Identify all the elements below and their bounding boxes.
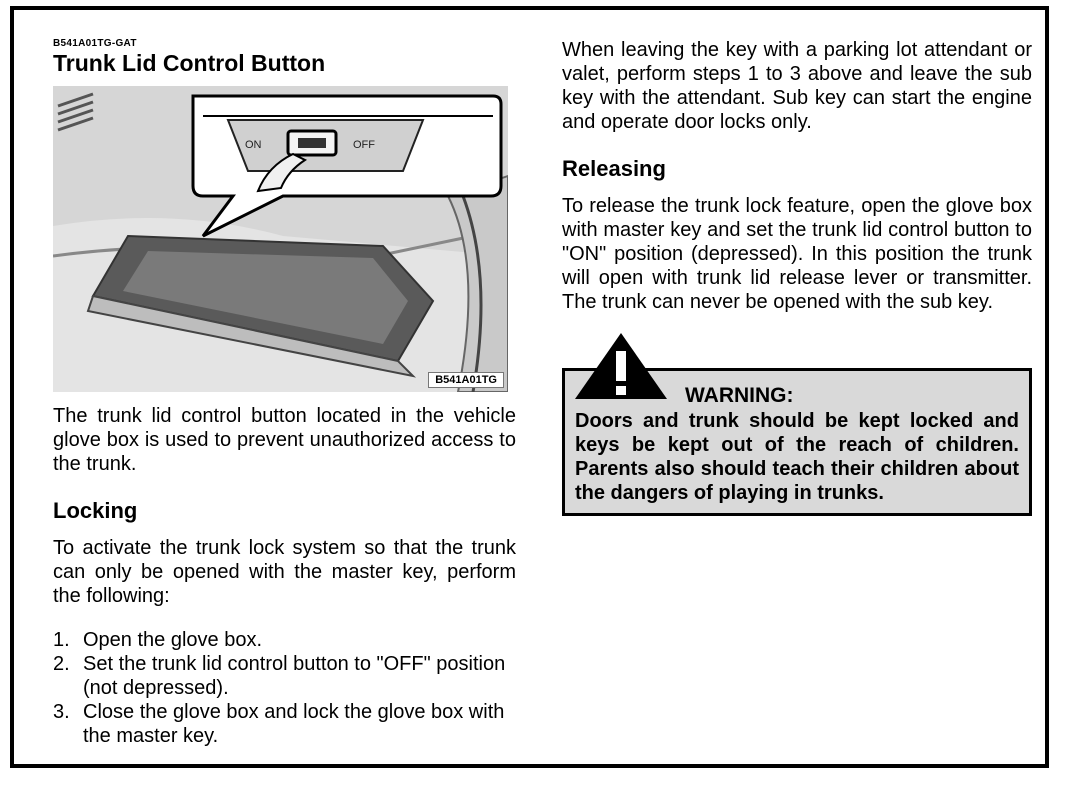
warning-title: WARNING: — [685, 384, 794, 407]
step-number: 1. — [53, 629, 70, 651]
glove-box-illustration — [53, 86, 508, 392]
list-item — [53, 700, 516, 748]
on-indicator-text: ON — [245, 139, 262, 151]
page-frame — [10, 6, 1049, 768]
locking-heading: Locking — [53, 498, 138, 523]
right-column — [562, 38, 1032, 516]
locking-steps-list — [53, 628, 516, 748]
figure-label: B541A01TG — [428, 372, 504, 388]
step-text: Close the glove box and lock the glove box with the master key. — [83, 701, 505, 747]
step-text: Set the trunk lid control button to "OFF" position (not depressed). — [83, 653, 506, 699]
releasing-heading: Releasing — [562, 156, 666, 181]
off-indicator-text: OFF — [353, 139, 375, 151]
step-number: 3. — [53, 701, 70, 723]
step-text: Open the glove box. — [83, 629, 263, 651]
page-title: Trunk Lid Control Button — [53, 50, 326, 76]
glove-box-drawing — [53, 86, 508, 392]
warning-text: Doors and trunk should be kept locked and keys be kept out of the reach of children. Parents also should teach their children about the dangers of playing in trunks. — [575, 410, 1019, 504]
valet-paragraph: When leaving the key with a parking lot attendant or valet, perform steps 1 to 3 above and leave the sub key with the attendant. Sub key can start the engine and operate door locks only. — [562, 39, 1032, 133]
section-code: B541A01TG-GAT — [53, 38, 137, 49]
intro-paragraph: The trunk lid control button located in the vehicle glove box is used to prevent unauthorized access to the trunk. — [53, 405, 516, 475]
list-item — [53, 652, 516, 700]
locking-paragraph: To activate the trunk lock system so that the trunk can only be opened with the master key, perform the following: — [53, 537, 516, 607]
step-number: 2. — [53, 653, 70, 675]
left-column — [53, 38, 516, 748]
warning-triangle-icon — [573, 331, 669, 401]
warning-box — [562, 368, 1032, 516]
releasing-paragraph: To release the trunk lock feature, open the glove box with master key and set the trunk lid control button to "ON" position (depressed). In this position the trunk will open with trunk lid release lever or transmitter. The trunk can never be opened with the sub key. — [562, 195, 1032, 313]
list-item — [53, 628, 516, 652]
